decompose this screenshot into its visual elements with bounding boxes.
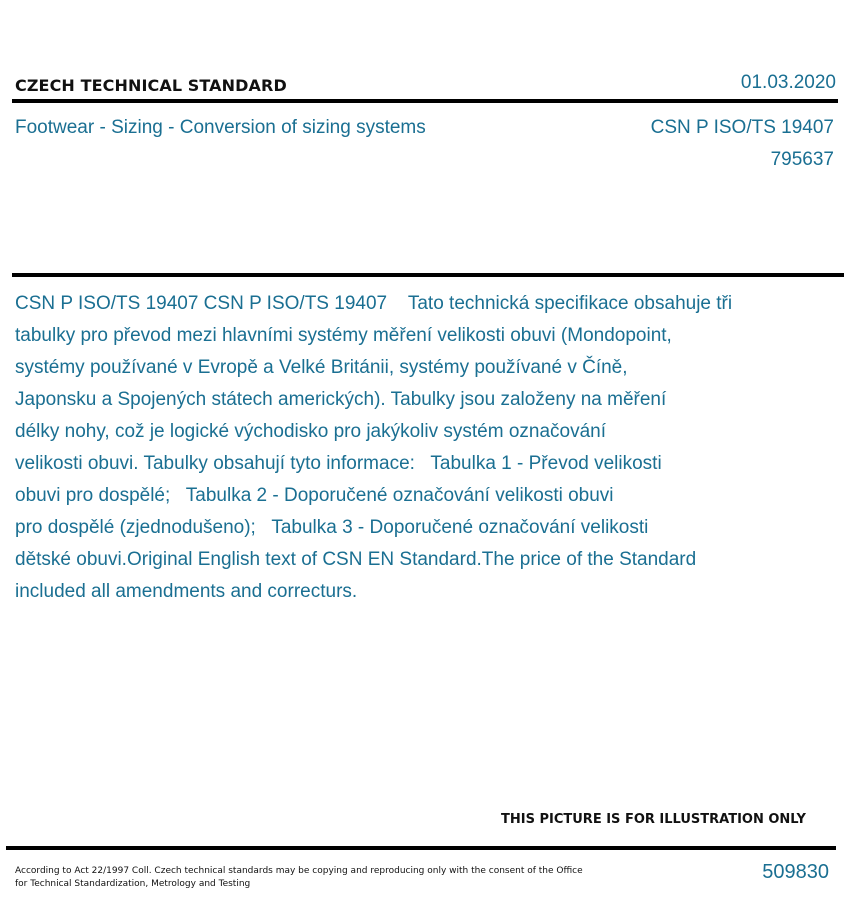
header-label: CZECH TECHNICAL STANDARD bbox=[15, 76, 287, 95]
middle-divider bbox=[12, 273, 844, 277]
catalog-number: 795637 bbox=[770, 149, 834, 170]
document-number: 509830 bbox=[762, 861, 829, 883]
top-divider bbox=[12, 99, 838, 103]
standard-title: Footwear - Sizing - Conversion of sizing systems bbox=[15, 117, 426, 138]
standard-code: CSN P ISO/TS 19407 bbox=[650, 117, 834, 138]
standard-description: CSN P ISO/TS 19407 CSN P ISO/TS 19407 Tato technická specifikace obsahuje tři tabulky pro převod mezi hlavními systémy měření velikosti obuvi (Mondopoint, systémy používané v Evropě a Velké Británii, systémy používané v Číně, Japonsku a Spojených státech amerických). Tabulky jsou založeny na měření délky nohy, což je logické východisko pro jakýkoliv systém označování velikosti obuvi. Tabulky obsahují tyto informace: Tabulka 1 - Převod velikosti obuvi pro dospělé; Tabulka 2 - Doporučené označování velikosti obuvi pro dospělé (zjednodušeno); Tabulka 3 - Doporučené označování velikosti dětské obuvi.Original English text of CSN EN Standard.The price of the Standard included all amendments and correcturs. bbox=[15, 293, 733, 602]
legal-notice: According to Act 22/1997 Coll. Czech technical standards may be copying and reproducing only with the consent of the Office for Technical Standardization, Metrology and Testing bbox=[15, 866, 583, 889]
publication-date: 01.03.2020 bbox=[740, 72, 836, 93]
bottom-divider bbox=[6, 846, 836, 850]
illustration-notice: THIS PICTURE IS FOR ILLUSTRATION ONLY bbox=[501, 812, 806, 827]
